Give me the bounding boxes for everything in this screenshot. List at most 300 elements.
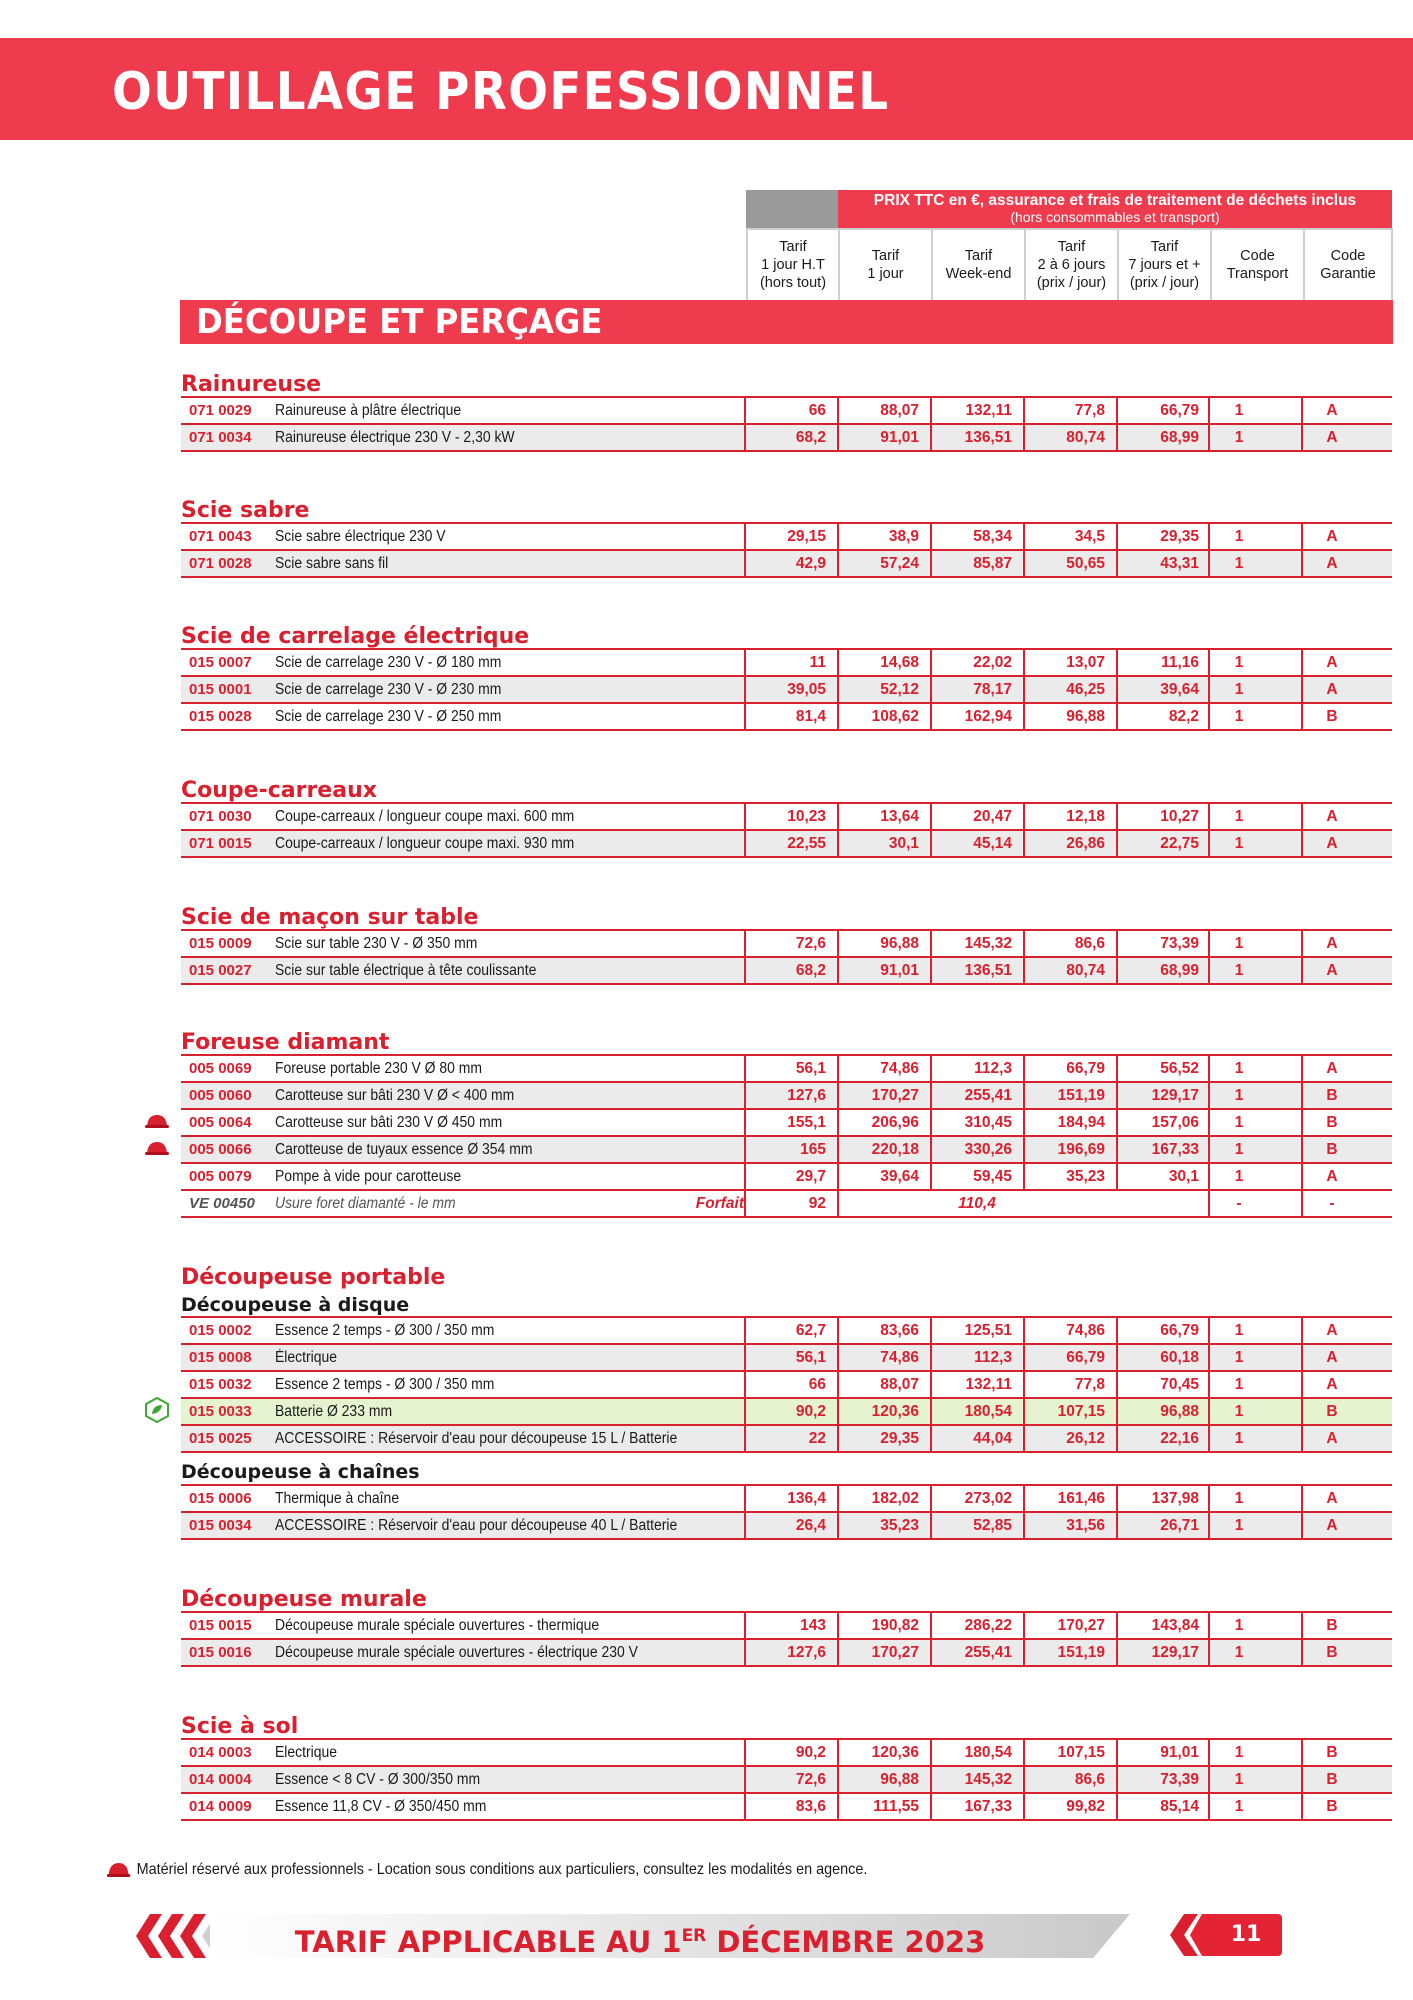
price-ht-1-jour: 66: [808, 1376, 826, 1393]
item-description: Carotteuse sur bâti 230 V Ø 450 mm: [275, 1114, 503, 1131]
column-divider: [744, 425, 746, 450]
column-divider: [1116, 1345, 1118, 1370]
column-divider: [930, 1318, 932, 1343]
column-divider: [1208, 425, 1210, 450]
column-divider: [744, 1318, 746, 1343]
column-divider: [837, 1399, 839, 1424]
price-2-6-jours: 77,8: [1074, 1376, 1105, 1393]
price-2-6-jours: 170,27: [1057, 1617, 1105, 1634]
table-row: [181, 1767, 1392, 1794]
column-divider: [1301, 677, 1303, 702]
price-1-jour: 108,62: [871, 708, 919, 725]
column-divider: [1208, 1372, 1210, 1397]
column-divider: [1208, 1345, 1210, 1370]
price-table: [181, 1054, 1392, 1218]
group-title: Rainureuse: [181, 372, 322, 397]
price-2-6-jours: 34,5: [1074, 528, 1105, 545]
table-row: [181, 958, 1392, 985]
column-divider: [1116, 1318, 1118, 1343]
column-divider: [1208, 1191, 1210, 1216]
price-week-end: 132,11: [965, 402, 1012, 419]
price-ht-1-jour: 39,05: [787, 681, 826, 698]
price-7-jours: 56,52: [1160, 1060, 1199, 1077]
column-divider: [1023, 1513, 1025, 1538]
table-row: [181, 1345, 1392, 1372]
price-week-end: 286,22: [964, 1617, 1012, 1634]
column-divider: [930, 1740, 932, 1765]
col-tarif-week-end: Tarif Week-end: [931, 228, 1024, 300]
item-code: 015 0006: [189, 1490, 252, 1507]
column-divider: [1116, 1486, 1118, 1511]
item-description: Essence < 8 CV - Ø 300/350 mm: [275, 1771, 481, 1788]
column-divider: [837, 524, 839, 549]
forfait-code-garantie: -: [1329, 1195, 1335, 1212]
price-week-end: 162,94: [964, 708, 1012, 725]
price-week-end: 145,32: [964, 1771, 1012, 1788]
forfait-code: VE 00450: [189, 1195, 255, 1212]
column-divider: [744, 677, 746, 702]
price-2-6-jours: 74,86: [1066, 1322, 1105, 1339]
code-garantie: A: [1326, 835, 1338, 852]
price-2-6-jours: 80,74: [1066, 962, 1105, 979]
table-row: [181, 1740, 1392, 1767]
price-ht-1-jour: 90,2: [795, 1403, 826, 1420]
price-2-6-jours: 66,79: [1066, 1060, 1105, 1077]
price-7-jours: 68,99: [1160, 429, 1199, 446]
column-divider: [744, 931, 746, 956]
item-description: Scie sur table 230 V - Ø 350 mm: [275, 935, 478, 952]
price-1-jour: 74,86: [880, 1060, 919, 1077]
code-transport: 1: [1234, 402, 1244, 419]
price-7-jours: 22,16: [1160, 1430, 1199, 1447]
price-week-end: 85,87: [973, 555, 1012, 572]
column-divider: [1116, 1399, 1118, 1424]
column-divider: [1023, 1372, 1025, 1397]
column-divider: [1023, 677, 1025, 702]
price-table: [181, 522, 1392, 578]
price-ht-1-jour: 72,6: [795, 1771, 826, 1788]
column-divider: [744, 1794, 746, 1819]
footnote: [106, 1860, 867, 1880]
price-7-jours: 29,35: [1160, 528, 1199, 545]
price-week-end: 78,17: [973, 681, 1012, 698]
column-divider: [837, 1318, 839, 1343]
column-divider: [1116, 1056, 1118, 1081]
code-garantie: B: [1326, 1141, 1338, 1158]
column-divider: [837, 1191, 839, 1216]
column-divider: [837, 804, 839, 829]
price-1-jour: 74,86: [880, 1349, 919, 1366]
column-divider: [930, 551, 932, 576]
code-transport: 1: [1234, 1114, 1244, 1131]
column-divider: [1301, 1640, 1303, 1665]
column-divider: [1301, 1318, 1303, 1343]
group-title: Scie de maçon sur table: [181, 905, 479, 930]
price-1-jour: 111,55: [873, 1798, 919, 1815]
item-description: Rainureuse à plâtre électrique: [275, 402, 462, 419]
forfait-price-ttc: 110,4: [958, 1195, 996, 1212]
code-transport: 1: [1234, 1168, 1244, 1185]
table-row: [181, 1513, 1392, 1540]
column-divider: [1301, 804, 1303, 829]
price-1-jour: 14,68: [880, 654, 919, 671]
code-transport: 1: [1234, 708, 1244, 725]
price-ht-1-jour: 56,1: [795, 1060, 826, 1077]
column-divider: [1116, 1083, 1118, 1108]
column-divider: [1116, 958, 1118, 983]
price-7-jours: 82,2: [1168, 708, 1199, 725]
price-ht-1-jour: 66: [808, 402, 826, 419]
column-divider: [837, 1486, 839, 1511]
column-divider: [837, 1372, 839, 1397]
column-divider: [1023, 1083, 1025, 1108]
code-garantie: B: [1326, 1798, 1338, 1815]
column-divider: [1116, 1794, 1118, 1819]
price-2-6-jours: 77,8: [1074, 402, 1105, 419]
table-row: [181, 677, 1392, 704]
code-transport: 1: [1234, 681, 1244, 698]
code-transport: 1: [1234, 935, 1244, 952]
code-garantie: A: [1326, 528, 1338, 545]
code-garantie: A: [1326, 808, 1338, 825]
column-divider: [1301, 1767, 1303, 1792]
column-divider: [1301, 1486, 1303, 1511]
column-divider: [1116, 931, 1118, 956]
item-code: 014 0004: [189, 1771, 252, 1788]
price-week-end: 22,02: [973, 654, 1012, 671]
item-description: Scie sabre sans fil: [275, 555, 389, 572]
column-divider: [1116, 1426, 1118, 1451]
price-ht-1-jour: 127,6: [787, 1644, 826, 1661]
column-divider: [744, 1164, 746, 1189]
column-divider: [744, 1191, 746, 1216]
column-divider: [744, 804, 746, 829]
price-week-end: 52,85: [973, 1517, 1012, 1534]
column-divider: [744, 398, 746, 423]
column-divider: [1116, 551, 1118, 576]
code-garantie: B: [1326, 1744, 1338, 1761]
price-7-jours: 157,06: [1151, 1114, 1199, 1131]
group-title: Découpeuse portable: [181, 1265, 446, 1290]
price-2-6-jours: 86,6: [1074, 935, 1105, 952]
column-divider: [837, 1513, 839, 1538]
column-divider: [744, 958, 746, 983]
price-week-end: 132,11: [965, 1376, 1012, 1393]
column-divider: [1301, 1137, 1303, 1162]
column-divider: [1023, 804, 1025, 829]
item-code: 015 0002: [189, 1322, 252, 1339]
table-row: [181, 1110, 1392, 1137]
price-ht-1-jour: 136,4: [787, 1490, 826, 1507]
column-divider: [1301, 524, 1303, 549]
column-divider: [1023, 398, 1025, 423]
column-divider: [1208, 1613, 1210, 1638]
page-number: 11: [1210, 1914, 1282, 1956]
table-row: [181, 551, 1392, 578]
code-garantie: A: [1326, 402, 1338, 419]
item-description: ACCESSOIRE : Réservoir d'eau pour découpeuse 15 L / Batterie: [275, 1430, 678, 1447]
price-2-6-jours: 35,23: [1066, 1168, 1105, 1185]
item-description: Electrique: [275, 1744, 338, 1761]
table-row: [181, 1083, 1392, 1110]
price-week-end: 180,54: [964, 1744, 1012, 1761]
code-garantie: B: [1326, 1087, 1338, 1104]
table-row: [181, 704, 1392, 731]
code-garantie: A: [1326, 962, 1338, 979]
column-divider: [1301, 831, 1303, 856]
column-divider: [744, 1613, 746, 1638]
code-transport: 1: [1234, 1087, 1244, 1104]
column-divider: [1208, 1164, 1210, 1189]
column-divider: [1023, 551, 1025, 576]
price-7-jours: 60,18: [1160, 1349, 1199, 1366]
column-divider: [1023, 1767, 1025, 1792]
column-divider: [744, 704, 746, 729]
column-divider: [1116, 804, 1118, 829]
price-note-banner: [838, 190, 1392, 228]
column-divider: [1301, 1164, 1303, 1189]
table-row: [181, 425, 1392, 452]
table-row: [181, 524, 1392, 551]
price-7-jours: 167,33: [1151, 1141, 1199, 1158]
item-description: Rainureuse électrique 230 V - 2,30 kW: [275, 429, 515, 446]
column-divider: [1023, 1164, 1025, 1189]
column-divider: [744, 1767, 746, 1792]
column-divider: [1208, 958, 1210, 983]
price-7-jours: 66,79: [1160, 402, 1199, 419]
code-transport: 1: [1234, 1322, 1244, 1339]
item-description: Scie sabre électrique 230 V: [275, 528, 446, 545]
price-table: [181, 929, 1392, 985]
column-divider: [744, 1083, 746, 1108]
code-garantie: B: [1326, 1644, 1338, 1661]
column-divider: [1116, 1740, 1118, 1765]
code-transport: 1: [1234, 1644, 1244, 1661]
column-divider: [1301, 931, 1303, 956]
price-7-jours: 73,39: [1160, 935, 1199, 952]
code-transport: 1: [1234, 429, 1244, 446]
table-row: [181, 1137, 1392, 1164]
column-divider: [1301, 1613, 1303, 1638]
code-transport: 1: [1234, 1376, 1244, 1393]
price-1-jour: 96,88: [880, 1771, 919, 1788]
column-divider: [1208, 1513, 1210, 1538]
group-title: Foreuse diamant: [181, 1030, 390, 1055]
item-code: 015 0016: [189, 1644, 252, 1661]
column-divider: [837, 425, 839, 450]
column-divider: [1301, 1513, 1303, 1538]
column-divider: [1023, 958, 1025, 983]
price-week-end: 330,26: [964, 1141, 1012, 1158]
item-code: 015 0033: [189, 1403, 252, 1420]
column-divider: [930, 1794, 932, 1819]
column-divider: [1023, 650, 1025, 675]
price-1-jour: 91,01: [880, 429, 919, 446]
price-ht-1-jour: 127,6: [787, 1087, 826, 1104]
price-week-end: 255,41: [964, 1644, 1012, 1661]
column-divider: [837, 650, 839, 675]
column-divider: [930, 1372, 932, 1397]
column-divider: [1301, 1345, 1303, 1370]
item-code: 005 0060: [189, 1087, 252, 1104]
table-row: [181, 931, 1392, 958]
column-divider: [1023, 1318, 1025, 1343]
column-divider: [930, 1110, 932, 1135]
column-divider: [1116, 1640, 1118, 1665]
price-week-end: 180,54: [964, 1403, 1012, 1420]
column-divider: [1301, 1426, 1303, 1451]
item-code: 015 0008: [189, 1349, 252, 1366]
column-divider: [930, 1345, 932, 1370]
code-transport: 1: [1234, 1141, 1244, 1158]
code-transport: 1: [1234, 1403, 1244, 1420]
table-row: [181, 1399, 1392, 1426]
column-divider: [1208, 1399, 1210, 1424]
forfait-label: Forfait: [695, 1195, 744, 1212]
price-1-jour: 30,1: [888, 835, 919, 852]
code-garantie: B: [1326, 1403, 1338, 1420]
code-garantie: A: [1326, 1060, 1338, 1077]
table-row: [181, 650, 1392, 677]
item-code: 005 0079: [189, 1168, 252, 1185]
price-2-6-jours: 151,19: [1057, 1087, 1105, 1104]
item-description: Découpeuse murale spéciale ouvertures - électrique 230 V: [275, 1644, 638, 1661]
item-description: Essence 2 temps - Ø 300 / 350 mm: [275, 1322, 495, 1339]
group-title: Scie de carrelage électrique: [181, 624, 530, 649]
code-transport: 1: [1234, 1517, 1244, 1534]
code-garantie: A: [1326, 1376, 1338, 1393]
item-code: 015 0034: [189, 1517, 252, 1534]
col-code-transport: Code Transport: [1210, 228, 1303, 300]
code-transport: 1: [1234, 1490, 1244, 1507]
column-divider: [1301, 650, 1303, 675]
price-2-6-jours: 151,19: [1057, 1644, 1105, 1661]
item-description: Pompe à vide pour carotteuse: [275, 1168, 462, 1185]
column-divider: [1208, 1056, 1210, 1081]
column-divider: [1208, 1486, 1210, 1511]
price-2-6-jours: 46,25: [1066, 681, 1105, 698]
price-7-jours: 96,88: [1160, 1403, 1199, 1420]
column-divider: [1208, 1137, 1210, 1162]
item-description: Essence 11,8 CV - Ø 350/450 mm: [275, 1798, 487, 1815]
column-divider: [1208, 1767, 1210, 1792]
column-divider: [930, 958, 932, 983]
section-title: DÉCOUPE ET PERÇAGE: [196, 302, 603, 342]
price-7-jours: 137,98: [1151, 1490, 1199, 1507]
price-ht-1-jour: 165: [800, 1141, 826, 1158]
column-divider: [1301, 1083, 1303, 1108]
column-divider: [930, 677, 932, 702]
column-divider: [930, 931, 932, 956]
column-divider: [1023, 704, 1025, 729]
group-subtitle: Découpeuse à chaînes: [181, 1461, 420, 1483]
column-divider: [1116, 1110, 1118, 1135]
price-ht-1-jour: 90,2: [795, 1744, 826, 1761]
item-code: 014 0009: [189, 1798, 252, 1815]
column-divider: [1023, 1110, 1025, 1135]
footer-tarif-part2: DÉCEMBRE 2023: [706, 1925, 986, 1959]
column-divider: [1116, 1164, 1118, 1189]
item-description: Scie de carrelage 230 V - Ø 250 mm: [275, 708, 502, 725]
code-transport: 1: [1234, 1430, 1244, 1447]
column-divider: [1208, 1426, 1210, 1451]
price-2-6-jours: 31,56: [1066, 1517, 1105, 1534]
column-divider: [1116, 704, 1118, 729]
column-divider: [837, 1740, 839, 1765]
price-1-jour: 220,18: [871, 1141, 919, 1158]
price-7-jours: 11,16: [1161, 654, 1199, 671]
price-week-end: 125,51: [964, 1322, 1012, 1339]
column-divider: [1208, 1318, 1210, 1343]
column-divider: [744, 1740, 746, 1765]
price-7-jours: 91,01: [1160, 1744, 1199, 1761]
group-title: Coupe-carreaux: [181, 778, 377, 803]
code-garantie: A: [1326, 1349, 1338, 1366]
price-week-end: 112,3: [974, 1060, 1012, 1077]
item-code: 071 0029: [189, 402, 252, 419]
column-divider: [837, 958, 839, 983]
code-transport: 1: [1234, 1617, 1244, 1634]
code-garantie: A: [1326, 935, 1338, 952]
item-code: 015 0025: [189, 1430, 252, 1447]
column-divider: [1208, 1740, 1210, 1765]
column-divider: [1208, 551, 1210, 576]
item-description: Coupe-carreaux / longueur coupe maxi. 600 mm: [275, 808, 575, 825]
column-divider: [837, 677, 839, 702]
column-divider: [930, 1164, 932, 1189]
column-divider: [930, 804, 932, 829]
price-2-6-jours: 80,74: [1066, 429, 1105, 446]
col-tarif-1-jour: Tarif 1 jour: [838, 228, 931, 300]
price-1-jour: 35,23: [880, 1517, 919, 1534]
column-divider: [1023, 524, 1025, 549]
column-divider: [744, 1640, 746, 1665]
price-1-jour: 120,36: [871, 1403, 919, 1420]
column-divider: [744, 1486, 746, 1511]
price-week-end: 136,51: [964, 429, 1012, 446]
price-1-jour: 83,66: [880, 1322, 919, 1339]
item-description: Carotteuse sur bâti 230 V Ø < 400 mm: [275, 1087, 515, 1104]
table-row: [181, 1486, 1392, 1513]
code-transport: 1: [1234, 1349, 1244, 1366]
price-2-6-jours: 184,94: [1057, 1114, 1105, 1131]
column-divider: [1301, 551, 1303, 576]
item-code: 015 0015: [189, 1617, 252, 1634]
code-garantie: B: [1326, 1617, 1338, 1634]
column-divider: [744, 551, 746, 576]
price-7-jours: 30,1: [1168, 1168, 1199, 1185]
column-divider: [1023, 1740, 1025, 1765]
code-transport: 1: [1234, 555, 1244, 572]
price-1-jour: 120,36: [871, 1744, 919, 1761]
price-2-6-jours: 96,88: [1066, 708, 1105, 725]
table-row: [181, 1640, 1392, 1667]
price-1-jour: 170,27: [871, 1644, 919, 1661]
table-row: [181, 1372, 1392, 1399]
price-table: [181, 1738, 1392, 1821]
column-divider: [930, 1767, 932, 1792]
price-ht-1-jour: 10,23: [787, 808, 826, 825]
column-divider: [1116, 1613, 1118, 1638]
column-divider: [837, 1767, 839, 1792]
column-divider: [930, 1640, 932, 1665]
column-divider: [837, 1640, 839, 1665]
item-code: 005 0066: [189, 1141, 252, 1158]
column-divider: [1208, 1794, 1210, 1819]
column-divider: [1208, 804, 1210, 829]
code-transport: 1: [1234, 1060, 1244, 1077]
item-code: 071 0028: [189, 555, 252, 572]
